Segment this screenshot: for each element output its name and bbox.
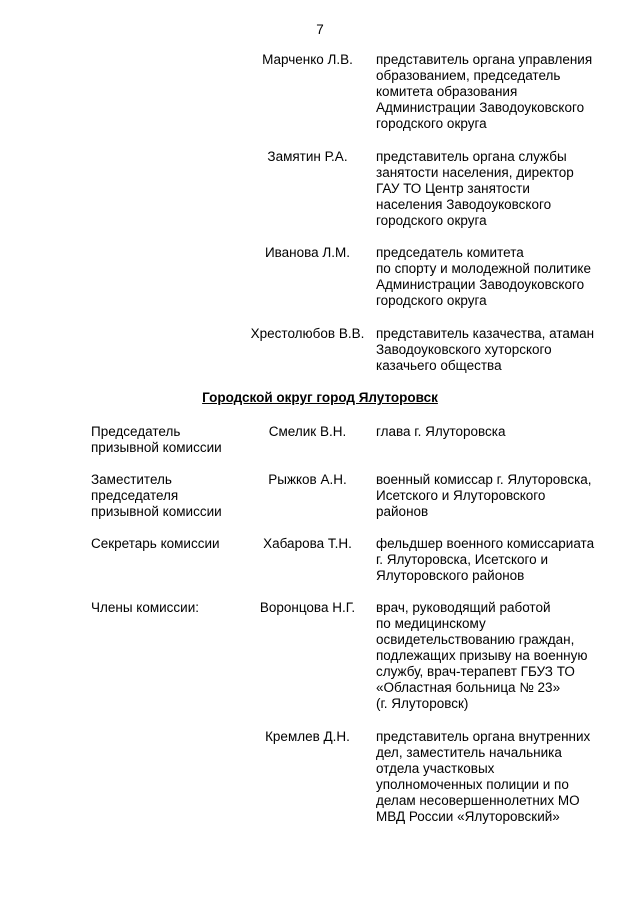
description-line: г. Ялуторовска, Исетского и xyxy=(376,552,548,567)
member-description xyxy=(376,729,616,825)
description-line: ГАУ ТО Центр занятости xyxy=(376,181,530,196)
description-line: комитета образования xyxy=(376,84,518,99)
description-line: городского округа xyxy=(376,213,487,228)
role-line: Члены комиссии: xyxy=(91,600,200,615)
description-line: врач, руководящий работой xyxy=(376,600,551,615)
member-description xyxy=(376,326,616,374)
page-number: 7 xyxy=(316,22,324,37)
description-line: фельдшер военного комиссариата xyxy=(376,536,595,551)
member-name: Кремлев Д.Н. xyxy=(265,729,350,744)
member-name: Иванова Л.М. xyxy=(264,245,351,260)
description-line: уполномоченных полиции и по xyxy=(376,777,569,792)
description-line: казачьего общества xyxy=(376,358,502,373)
description-line: образованием, председатель xyxy=(376,68,561,83)
member-role xyxy=(91,536,251,552)
description-line: районов xyxy=(376,504,429,519)
description-line: военный комиссар г. Ялуторовска, xyxy=(376,472,592,487)
description-line: освидетельствованию граждан, xyxy=(376,632,575,647)
description-line: городского округа xyxy=(376,116,487,131)
role-line: председателя xyxy=(91,488,179,503)
role-line: Председатель xyxy=(91,424,181,439)
description-line: городского округа xyxy=(376,293,487,308)
member-name: Воронцова Н.Г. xyxy=(259,600,356,615)
member-name: Замятин Р.А. xyxy=(267,149,348,164)
role-line: Секретарь комиссии xyxy=(91,536,220,551)
role-line: Заместитель xyxy=(91,472,172,487)
member-role xyxy=(91,472,251,520)
description-line: председатель комитета xyxy=(376,245,524,260)
description-line: населения Заводоуковского xyxy=(376,197,552,212)
description-line: представитель органа внутренних xyxy=(376,729,591,744)
description-line: делам несовершеннолетних МО xyxy=(376,793,580,808)
member-role xyxy=(91,600,251,616)
member-description xyxy=(376,424,616,440)
role-line: призывной комиссии xyxy=(91,504,222,519)
role-line: призывной комиссии xyxy=(91,440,222,455)
description-line: представитель казачества, атаман xyxy=(376,326,595,341)
description-line: МВД России «Ялуторовский» xyxy=(376,809,560,824)
member-description xyxy=(376,52,616,132)
member-description xyxy=(376,149,616,229)
member-name: Марченко Л.В. xyxy=(262,52,353,67)
description-line: по медицинскому xyxy=(376,616,486,631)
description-line: «Областная больница № 23» xyxy=(376,680,561,695)
description-line: занятости населения, директор xyxy=(376,165,574,180)
description-line: (г. Ялуторовск) xyxy=(376,696,469,711)
description-line: Ялуторовского районов xyxy=(376,568,525,583)
member-name: Рыжков А.Н. xyxy=(268,472,347,487)
description-line: службу, врач-терапевт ГБУЗ ТО xyxy=(376,664,575,679)
description-line: глава г. Ялуторовска xyxy=(376,424,506,439)
member-name: Хрестолюбов В.В. xyxy=(250,326,365,341)
description-line: представитель органа службы xyxy=(376,149,567,164)
description-line: Заводоуковского хуторского xyxy=(376,342,552,357)
description-line: подлежащих призыву на военную xyxy=(376,648,588,663)
member-role xyxy=(91,424,251,456)
member-name: Смелик В.Н. xyxy=(268,424,347,439)
description-line: отдела участковых xyxy=(376,761,495,776)
member-name: Хабарова Т.Н. xyxy=(263,536,352,551)
description-line: Исетского и Ялуторовского xyxy=(376,488,546,503)
member-description xyxy=(376,472,616,520)
description-line: Администрации Заводоуковского xyxy=(376,277,585,292)
member-description xyxy=(376,536,616,584)
description-line: дел, заместитель начальника xyxy=(376,745,562,760)
section-heading: Городской округ город Ялуторовск xyxy=(202,390,438,405)
description-line: по спорту и молодежной политике xyxy=(376,261,591,276)
member-description xyxy=(376,245,616,309)
description-line: Администрации Заводоуковского xyxy=(376,100,585,115)
member-description xyxy=(376,600,616,712)
description-line: представитель органа управления xyxy=(376,52,593,67)
